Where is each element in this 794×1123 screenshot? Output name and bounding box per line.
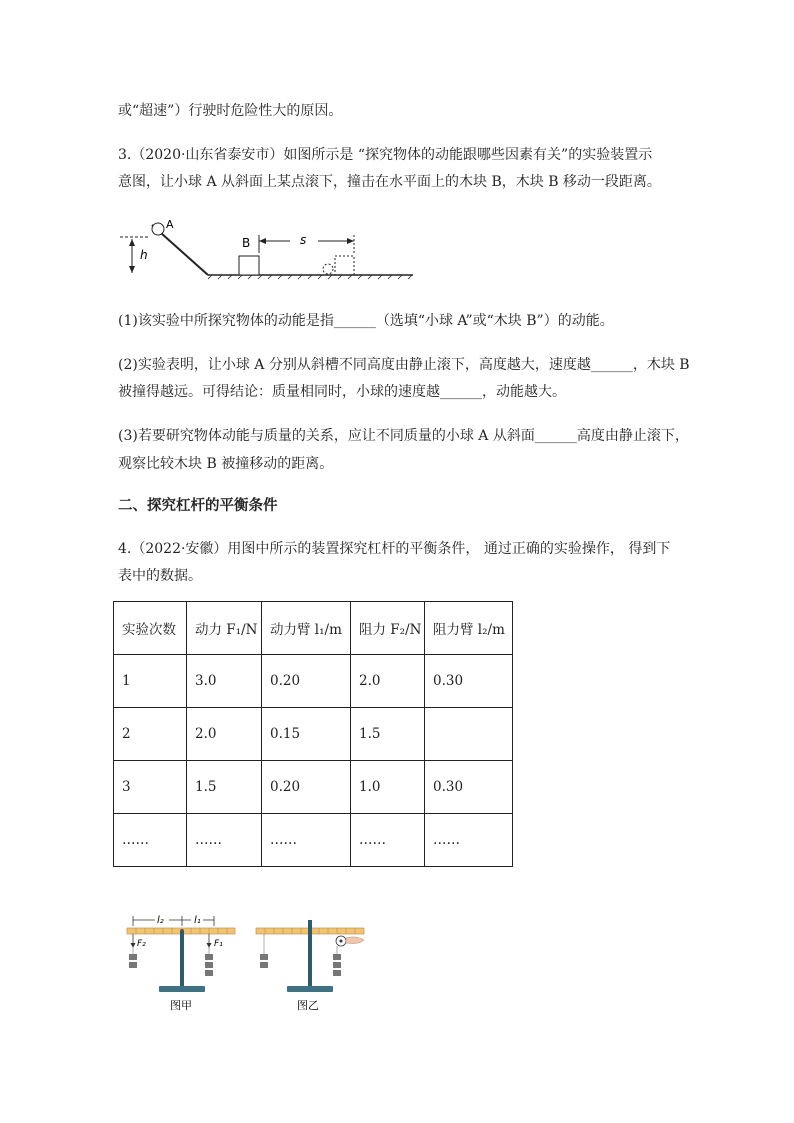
- question-3-part-2: (2)实验表明，让小球 A 分别从斜槽不同高度由静止滚下，高度越大，速度越______，木块 B: [118, 357, 690, 373]
- table-cell: 2.0: [351, 655, 425, 708]
- table-header: 实验次数: [114, 602, 187, 655]
- table-header: 动力 F₁/N: [187, 602, 262, 655]
- table-cell: 3: [114, 761, 187, 814]
- label-A: A: [166, 218, 174, 231]
- question-3-stem: 3.（2020·山东省泰安市）如图所示是 “探究物体的动能跟哪些因素有关”的实验装置示: [118, 147, 653, 163]
- table-cell: 0.20: [262, 761, 351, 814]
- question-3-part-2-cont: 被撞得越远。可得结论：质量相同时，小球的速度越______，动能越大。: [118, 384, 566, 400]
- table-cell: 1.0: [351, 761, 425, 814]
- label-l1: l₁: [194, 915, 201, 926]
- label-B: B: [242, 236, 251, 250]
- table-cell: 0.30: [425, 761, 513, 814]
- table-row: [114, 655, 513, 708]
- section-heading: 二、探究杠杆的平衡条件: [118, 498, 278, 514]
- table-header: 阻力臂 l₂/m: [425, 602, 513, 655]
- lever-figures: [125, 910, 380, 1015]
- question-4-stem-cont: 表中的数据。: [118, 568, 202, 584]
- lever-figure-b: [256, 920, 364, 1012]
- label-F2: F₂: [137, 939, 146, 949]
- table-row: [114, 708, 513, 761]
- question-3-part-3-cont: 观察比较木块 B 被撞移动的距离。: [118, 456, 334, 472]
- table-header: 动力臂 l₁/m: [262, 602, 351, 655]
- table-cell: 2: [114, 708, 187, 761]
- question-3-stem-cont: 意图，让小球 A 从斜面上某点滚下，撞击在水平面上的木块 B，木块 B 移动一段距离。: [118, 174, 661, 190]
- table-header-row: [114, 602, 513, 655]
- table-cell: 1.5: [351, 708, 425, 761]
- text-line: 或“超速”）行驶时危险性大的原因。: [118, 103, 343, 119]
- table-cell: ……: [187, 814, 262, 867]
- table-cell: 3.0: [187, 655, 262, 708]
- label-F1: F₁: [214, 939, 223, 949]
- label-s: s: [300, 233, 307, 247]
- label-l2: l₂: [157, 915, 164, 926]
- lever-figure-a: [127, 915, 235, 1012]
- table-cell: 0.20: [262, 655, 351, 708]
- question-3-part-1: (1)该实验中所探究物体的动能是指______（选填“小球 A”或“木块 B”）的动能。: [118, 313, 614, 329]
- table-cell: ……: [114, 814, 187, 867]
- data-table: [113, 601, 513, 867]
- label-h: h: [140, 248, 148, 262]
- table-cell: 0.30: [425, 655, 513, 708]
- table-row: [114, 761, 513, 814]
- table-cell: 0.15: [262, 708, 351, 761]
- question-4-stem: 4.（2022·安徽）用图中所示的装置探究杠杆的平衡条件， 通过正确的实验操作， 得到下: [118, 541, 671, 557]
- table-cell: 2.0: [187, 708, 262, 761]
- question-3-part-3: (3)若要研究物体动能与质量的关系，应让不同质量的小球 A 从斜面______高度由静止滚下，: [118, 428, 689, 444]
- table-cell: ……: [262, 814, 351, 867]
- caption-figure-b: 图乙: [297, 999, 319, 1012]
- table-row: [114, 814, 513, 867]
- table-cell: ……: [425, 814, 513, 867]
- table-cell: ……: [351, 814, 425, 867]
- caption-figure-a: 图甲: [170, 999, 192, 1012]
- table-cell: 1: [114, 655, 187, 708]
- table-header: 阻力 F₂/N: [351, 602, 425, 655]
- kinetic-energy-figure: [118, 215, 418, 285]
- table-cell: [425, 708, 513, 761]
- table-cell: 1.5: [187, 761, 262, 814]
